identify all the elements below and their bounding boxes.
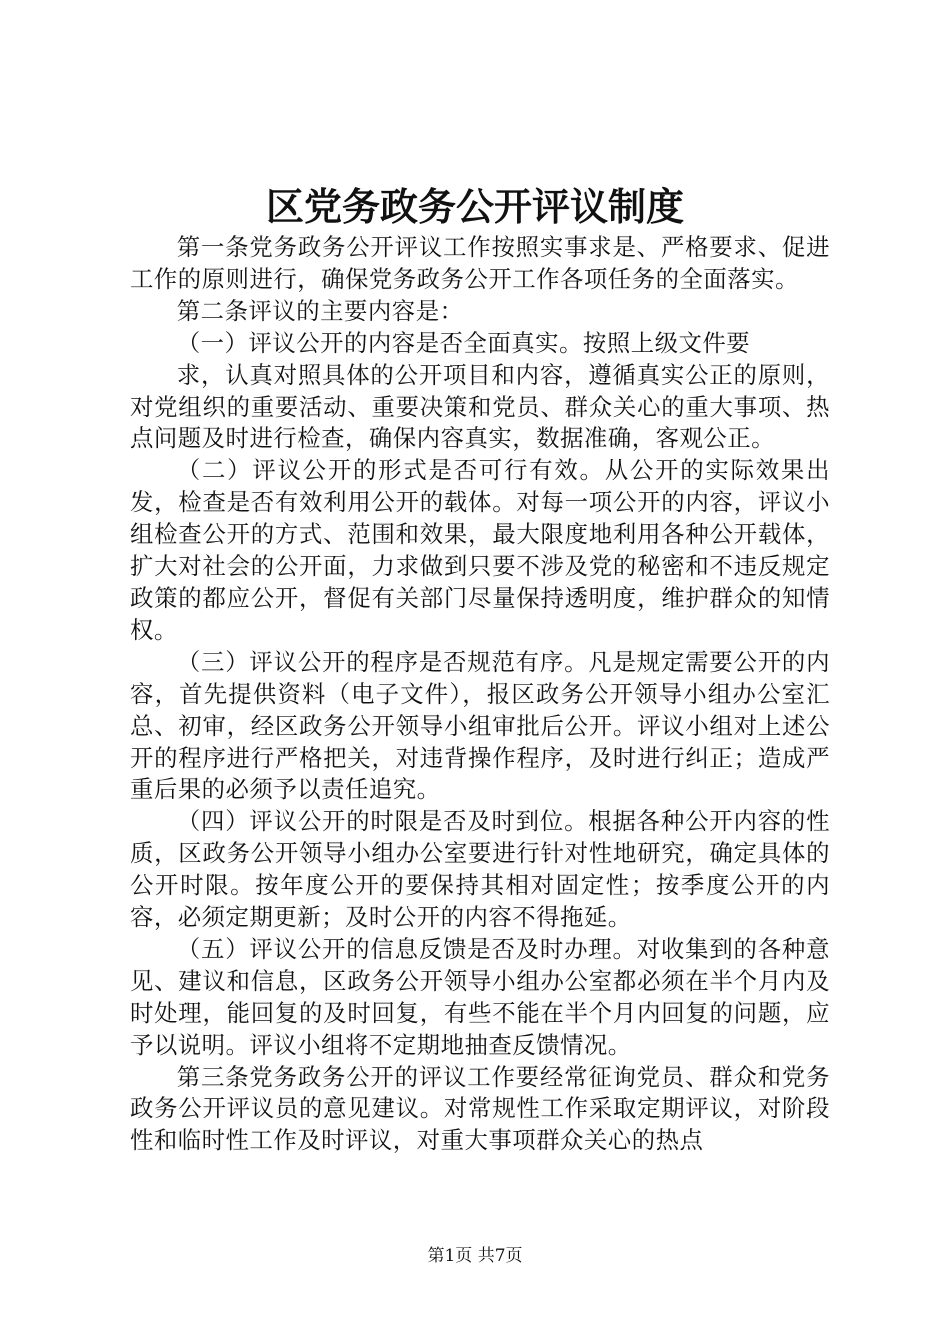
paragraph-article-1: 第一条党务政务公开评议工作按照实事求是、严格要求、促进工作的原则进行，确保党务政务公开工作各项任务的全面落实。 [130,233,830,293]
paragraph-item-5: （五）评议公开的信息反馈是否及时办理。对收集到的各种意见、建议和信息，区政务公开领导小组办公室都必须在半个月内及时处理，能回复的及时回复，有些不能在半个月内回复的问题，应予以说明。评议小组将不定期地抽查反馈情况。 [130,934,830,1059]
paragraph-article-3: 第三条党务政务公开的评议工作要经常征询党员、群众和党务政务公开评议员的意见建议。对常规性工作采取定期评议，对阶段性和临时性工作及时评议，对重大事项群众关心的热点 [130,1062,830,1155]
page-number-footer: 第1页 共7页 [427,1246,523,1266]
paragraph-item-1-head: （一）评议公开的内容是否全面真实。按照上级文件要 [176,328,751,357]
document-title: 区党务政务公开评议制度 [265,184,684,229]
paragraph-item-4: （四）评议公开的时限是否及时到位。根据各种公开内容的性质，区政务公开领导小组办公室要进行针对性地研究，确定具体的公开时限。按年度公开的要保持其相对固定性；按季度公开的内容，必须定期更新；及时公开的内容不得拖延。 [130,807,830,932]
paragraph-item-3: （三）评议公开的程序是否规范有序。凡是规定需要公开的内容，首先提供资料（电子文件），报区政务公开领导小组办公室汇总、初审，经区政务公开领导小组审批后公开。评议小组对上述公开的程序进行严格把关，对违背操作程序，及时进行纠正；造成严重后果的必须予以责任追究。 [130,647,830,804]
document-body [130,232,830,1157]
paragraph-article-2: 第二条评议的主要内容是： [176,296,464,325]
paragraph-item-1-body: 求，认真对照具体的公开项目和内容，遵循真实公正的原则，对党组织的重要活动、重要决策和党员、群众关心的重大事项、热点问题及时进行检查，确保内容真实，数据准确，客观公正。 [130,360,830,453]
paragraph-item-2: （二）评议公开的形式是否可行有效。从公开的实际效果出发，检查是否有效利用公开的载体。对每一项公开的内容，评议小组检查公开的方式、范围和效果，最大限度地利用各种公开载体，扩大对社会的公开面，力求做到只要不涉及党的秘密和不违反规定政策的都应公开，督促有关部门尽量保持透明度，维护群众的知情权。 [130,456,830,644]
